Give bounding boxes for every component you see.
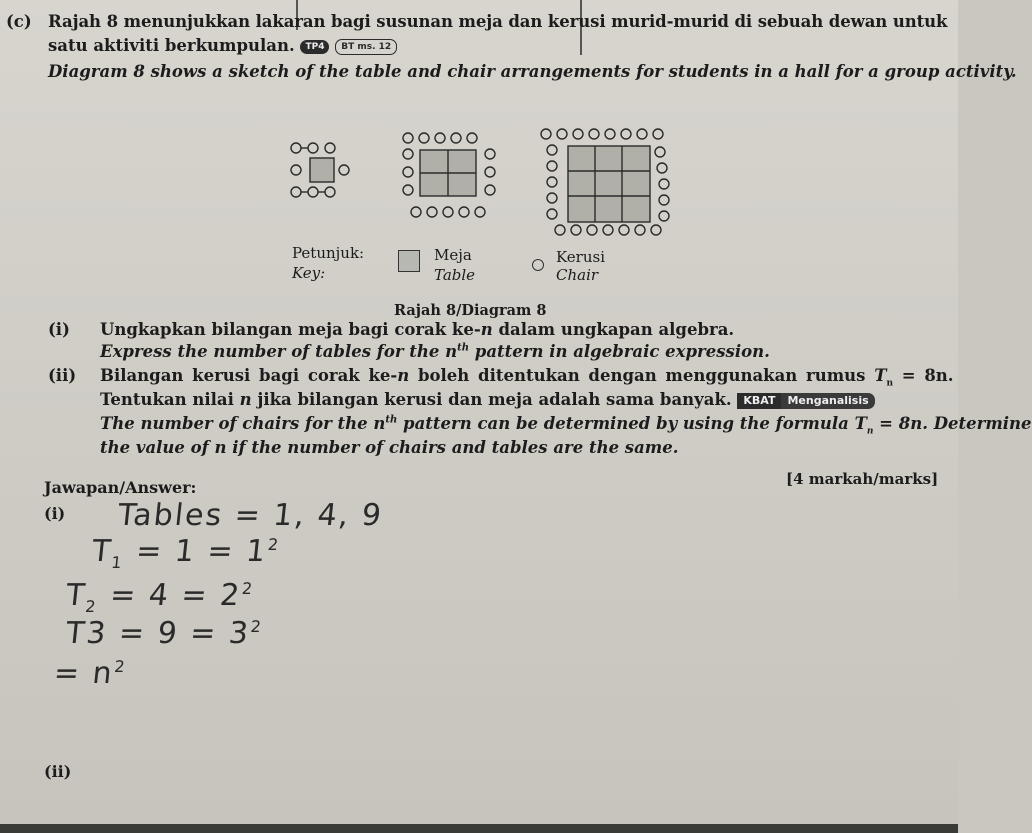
chair-key-icon xyxy=(532,254,544,273)
handwritten-t1 xyxy=(90,534,281,572)
handwritten-tables: Tables = 1, 4, 9 xyxy=(116,498,385,533)
question-malay-line2-text: satu aktiviti berkumpulan. xyxy=(48,36,295,55)
part-i-english-n: n xyxy=(445,342,458,361)
part-i-english-sup: th xyxy=(457,342,470,354)
part-i-english xyxy=(100,342,770,361)
part-ii-malay-line2-pre: Tentukan nilai xyxy=(100,390,240,409)
part-ii-english-line1-mid: pattern can be determined by using the formula xyxy=(397,414,855,433)
question-english: Diagram 8 shows a sketch of the table and chair arrangements for students in a hall for a group activity. xyxy=(48,62,1017,81)
handwritten-t2 xyxy=(64,578,255,616)
hand-t2-a: T xyxy=(64,578,89,613)
pattern-2 xyxy=(403,133,495,217)
part-ii-english-line1-sup: th xyxy=(385,414,398,426)
part-i-number: (i) xyxy=(48,320,70,339)
part-ii-formula-rhs: = 8n. xyxy=(893,366,954,385)
part-i-malay xyxy=(100,320,734,339)
answer-part-ii-label: (ii) xyxy=(44,762,72,781)
key-table: Table xyxy=(434,266,476,284)
kbat-badge: KBAT xyxy=(737,393,781,409)
part-ii-malay-line1-n: n xyxy=(397,366,410,385)
marks-label: [4 markah/marks] xyxy=(786,470,939,488)
question-malay-line1: Rajah 8 menunjukkan lakaran bagi susunan meja dan kerusi murid-murid di sebuah dewan untuk xyxy=(48,12,948,31)
hand-t2-b: = 4 = 2 xyxy=(96,578,244,613)
tp-badge: TP4 xyxy=(300,40,329,54)
answer-part-i-label: (i) xyxy=(44,504,66,523)
part-i-malay-n: n xyxy=(480,320,493,339)
hand-t3-sup: 2 xyxy=(249,617,264,636)
hand-t3-a: T3 = 9 = 3 xyxy=(64,616,252,651)
handwritten-t3 xyxy=(64,616,264,651)
part-ii-number: (ii) xyxy=(48,366,77,385)
part-ii-formula-sub: n xyxy=(886,378,894,389)
bt-badge: BT ms. 12 xyxy=(335,39,397,55)
hand-t1-sub: 1 xyxy=(110,553,125,572)
part-i-english-pre: Express the number of tables for the xyxy=(100,342,446,361)
answer-label: Jawapan/Answer: xyxy=(44,478,197,497)
part-ii-malay-line1-post: boleh ditentukan dengan menggunakan rumus xyxy=(409,366,875,385)
part-ii-english-formula-sub: n xyxy=(866,426,874,437)
part-ii-english-line2: the value of n if the number of chairs and tables are the same. xyxy=(100,438,679,457)
question-label: (c) xyxy=(6,12,32,31)
hand-t2-sub: 2 xyxy=(84,597,99,616)
page-bottom-edge xyxy=(0,824,958,833)
part-ii-malay-line2-post: jika bilangan kerusi dan meja adalah sama banyak. xyxy=(251,390,732,409)
question-malay-line2 xyxy=(48,36,397,55)
key-chair: Chair xyxy=(556,266,599,284)
hand-t1-sup: 2 xyxy=(267,535,282,554)
key-petunjuk: Petunjuk: xyxy=(292,244,365,262)
pattern-1 xyxy=(291,143,349,197)
part-ii-formula-t: T xyxy=(874,366,887,385)
diagram-caption: Rajah 8/Diagram 8 xyxy=(394,302,547,319)
part-ii-english-formula-t: T xyxy=(854,414,867,433)
part-ii-malay-line2 xyxy=(100,390,875,409)
table-key-icon xyxy=(398,250,420,272)
pattern-diagram xyxy=(280,120,700,245)
part-ii-malay-line2-n: n xyxy=(239,390,252,409)
key-label: Key: xyxy=(292,264,326,282)
part-i-english-post: pattern in algebraic expression. xyxy=(469,342,770,361)
part-i-malay-post: dalam ungkapan algebra. xyxy=(492,320,735,339)
part-ii-english-line1 xyxy=(100,414,1032,436)
key-meja: Meja xyxy=(434,246,472,264)
handwritten-n-squared xyxy=(52,656,128,691)
part-ii-english-line1-n: n xyxy=(373,414,386,433)
part-ii-malay-line1 xyxy=(100,366,954,388)
key-kerusi: Kerusi xyxy=(556,248,606,266)
hand-n-sup: 2 xyxy=(113,657,128,676)
part-ii-english-line1-pre: The number of chairs for the xyxy=(100,414,374,433)
hand-t1-b: = 1 = 1 xyxy=(122,534,270,569)
part-ii-english-formula: = 8n. Determine xyxy=(873,414,1032,433)
hand-t1-a: T xyxy=(90,534,115,569)
hand-n-a: = n xyxy=(52,656,116,691)
menganalisis-badge: Menganalisis xyxy=(781,393,874,409)
pattern-3 xyxy=(541,129,669,235)
part-i-malay-pre: Ungkapkan bilangan meja bagi corak ke- xyxy=(100,320,481,339)
hand-t2-sup: 2 xyxy=(241,579,256,598)
part-ii-malay-line1-pre: Bilangan kerusi bagi corak ke- xyxy=(100,366,398,385)
